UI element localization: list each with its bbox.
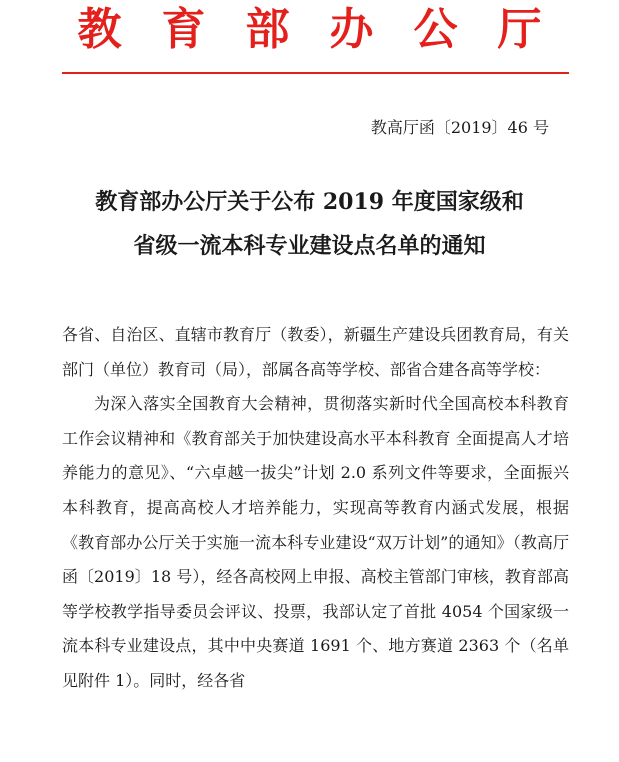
title-line-2: 省级一流本科专业建设点名单的通知 [133,233,486,259]
addressee-paragraph: 各省、自治区、直辖市教育厅（教委），新疆生产建设兵团教育局，有关部门（单位）教育司（局），部属各高等学校、部省合建各高等学校： [62,325,569,379]
document-title [0,180,619,268]
body-paragraph-1: 为深入落实全国教育大会精神，贯彻落实新时代全国高校本科教育工作会议精神和《教育部关于加快建设高水平本科教育 全面提高人才培养能力的意见》、“六卓越一拔尖”计划 2.0 系列文件等要求，全面振兴本科教育，提高高校人才培养能力，实现高等教育内涵式发展，根据《教育部办公厅关于实施一流本科专业建设“双万计划”的通知》（教高厅函〔2019〕18 号），经各高校网上申报、高校主管部门审核，教育部高等学校教学指导委员会评议、投票，我部认定了首批 4054 个国家级一流本科专业建设点，其中中央赛道 1691 个、地方赛道 2363 个（名单见附件 1）。同时，经各省 [62,394,569,690]
document-body [62,318,569,699]
red-divider [62,72,569,74]
document-number: 教高厅函〔2019〕46 号 [370,118,549,137]
masthead: 教育部办公厅 [77,4,582,55]
title-line-1: 教育部办公厅关于公布 2019 年度国家级和 [95,189,524,215]
